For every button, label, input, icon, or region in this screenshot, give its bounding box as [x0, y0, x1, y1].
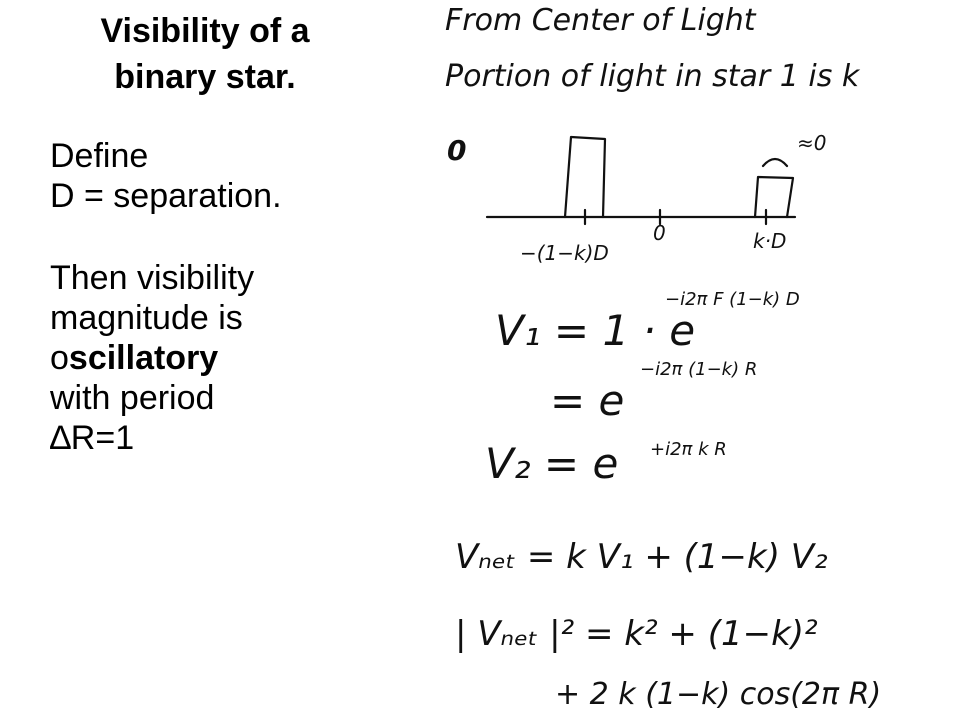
- approx-zero-brace: [763, 159, 787, 166]
- title-line-2: binary star.: [114, 58, 296, 96]
- define-line-1: Define: [50, 137, 149, 175]
- equation-vnet-magnitude: | Vₙₑₜ |² = k² + (1−k)²: [455, 614, 818, 654]
- equation-v1-simplified: = e: [550, 376, 625, 425]
- visibility-line-4: with period: [50, 379, 215, 417]
- axis-label-right: k·D: [753, 229, 787, 253]
- visibility-line-2: magnitude is: [50, 299, 243, 337]
- visibility-line-3: [50, 338, 254, 378]
- equation-v2-exponent: +i2π k R: [650, 439, 727, 460]
- equation-vnet-magnitude-cont: + 2 k (1−k) cos(2π R): [555, 677, 882, 712]
- hand-line-center-of-light: From Center of Light: [445, 3, 756, 38]
- axis-label-left: −(1−k)D: [520, 241, 609, 265]
- visibility-line-5: ∆R=1: [50, 419, 135, 457]
- define-text-block: [50, 136, 282, 216]
- star-2-bar: [755, 177, 793, 217]
- define-line-2: D = separation.: [50, 177, 282, 215]
- oscillatory-prefix: o: [50, 339, 69, 377]
- oscillatory-bold: scillatory: [68, 339, 219, 377]
- visibility-line-1: Then visibility: [50, 259, 255, 297]
- axis-label-center: 0: [653, 221, 666, 245]
- equation-v1: V₁ = 1 · e: [495, 306, 696, 355]
- diagram-zero-mark: 0: [447, 134, 467, 167]
- star-distribution-diagram: [487, 137, 795, 224]
- visibility-text-block: [50, 258, 254, 458]
- equation-v2: V₂ = e: [485, 439, 619, 488]
- handwritten-notes: [425, 0, 955, 720]
- equation-v1-simplified-exponent: −i2π (1−k) R: [640, 359, 758, 380]
- title-line-1: Visibility of a: [100, 12, 310, 50]
- equation-v1-exponent: −i2π F (1−k) D: [665, 289, 800, 310]
- hand-line-portion-of-light: Portion of light in star 1 is k: [445, 59, 860, 94]
- approx-zero-label: ≈0: [797, 131, 827, 155]
- slide-title: [40, 8, 370, 100]
- equation-vnet: Vₙₑₜ = k V₁ + (1−k) V₂: [455, 537, 828, 577]
- star-1-bar: [565, 137, 605, 217]
